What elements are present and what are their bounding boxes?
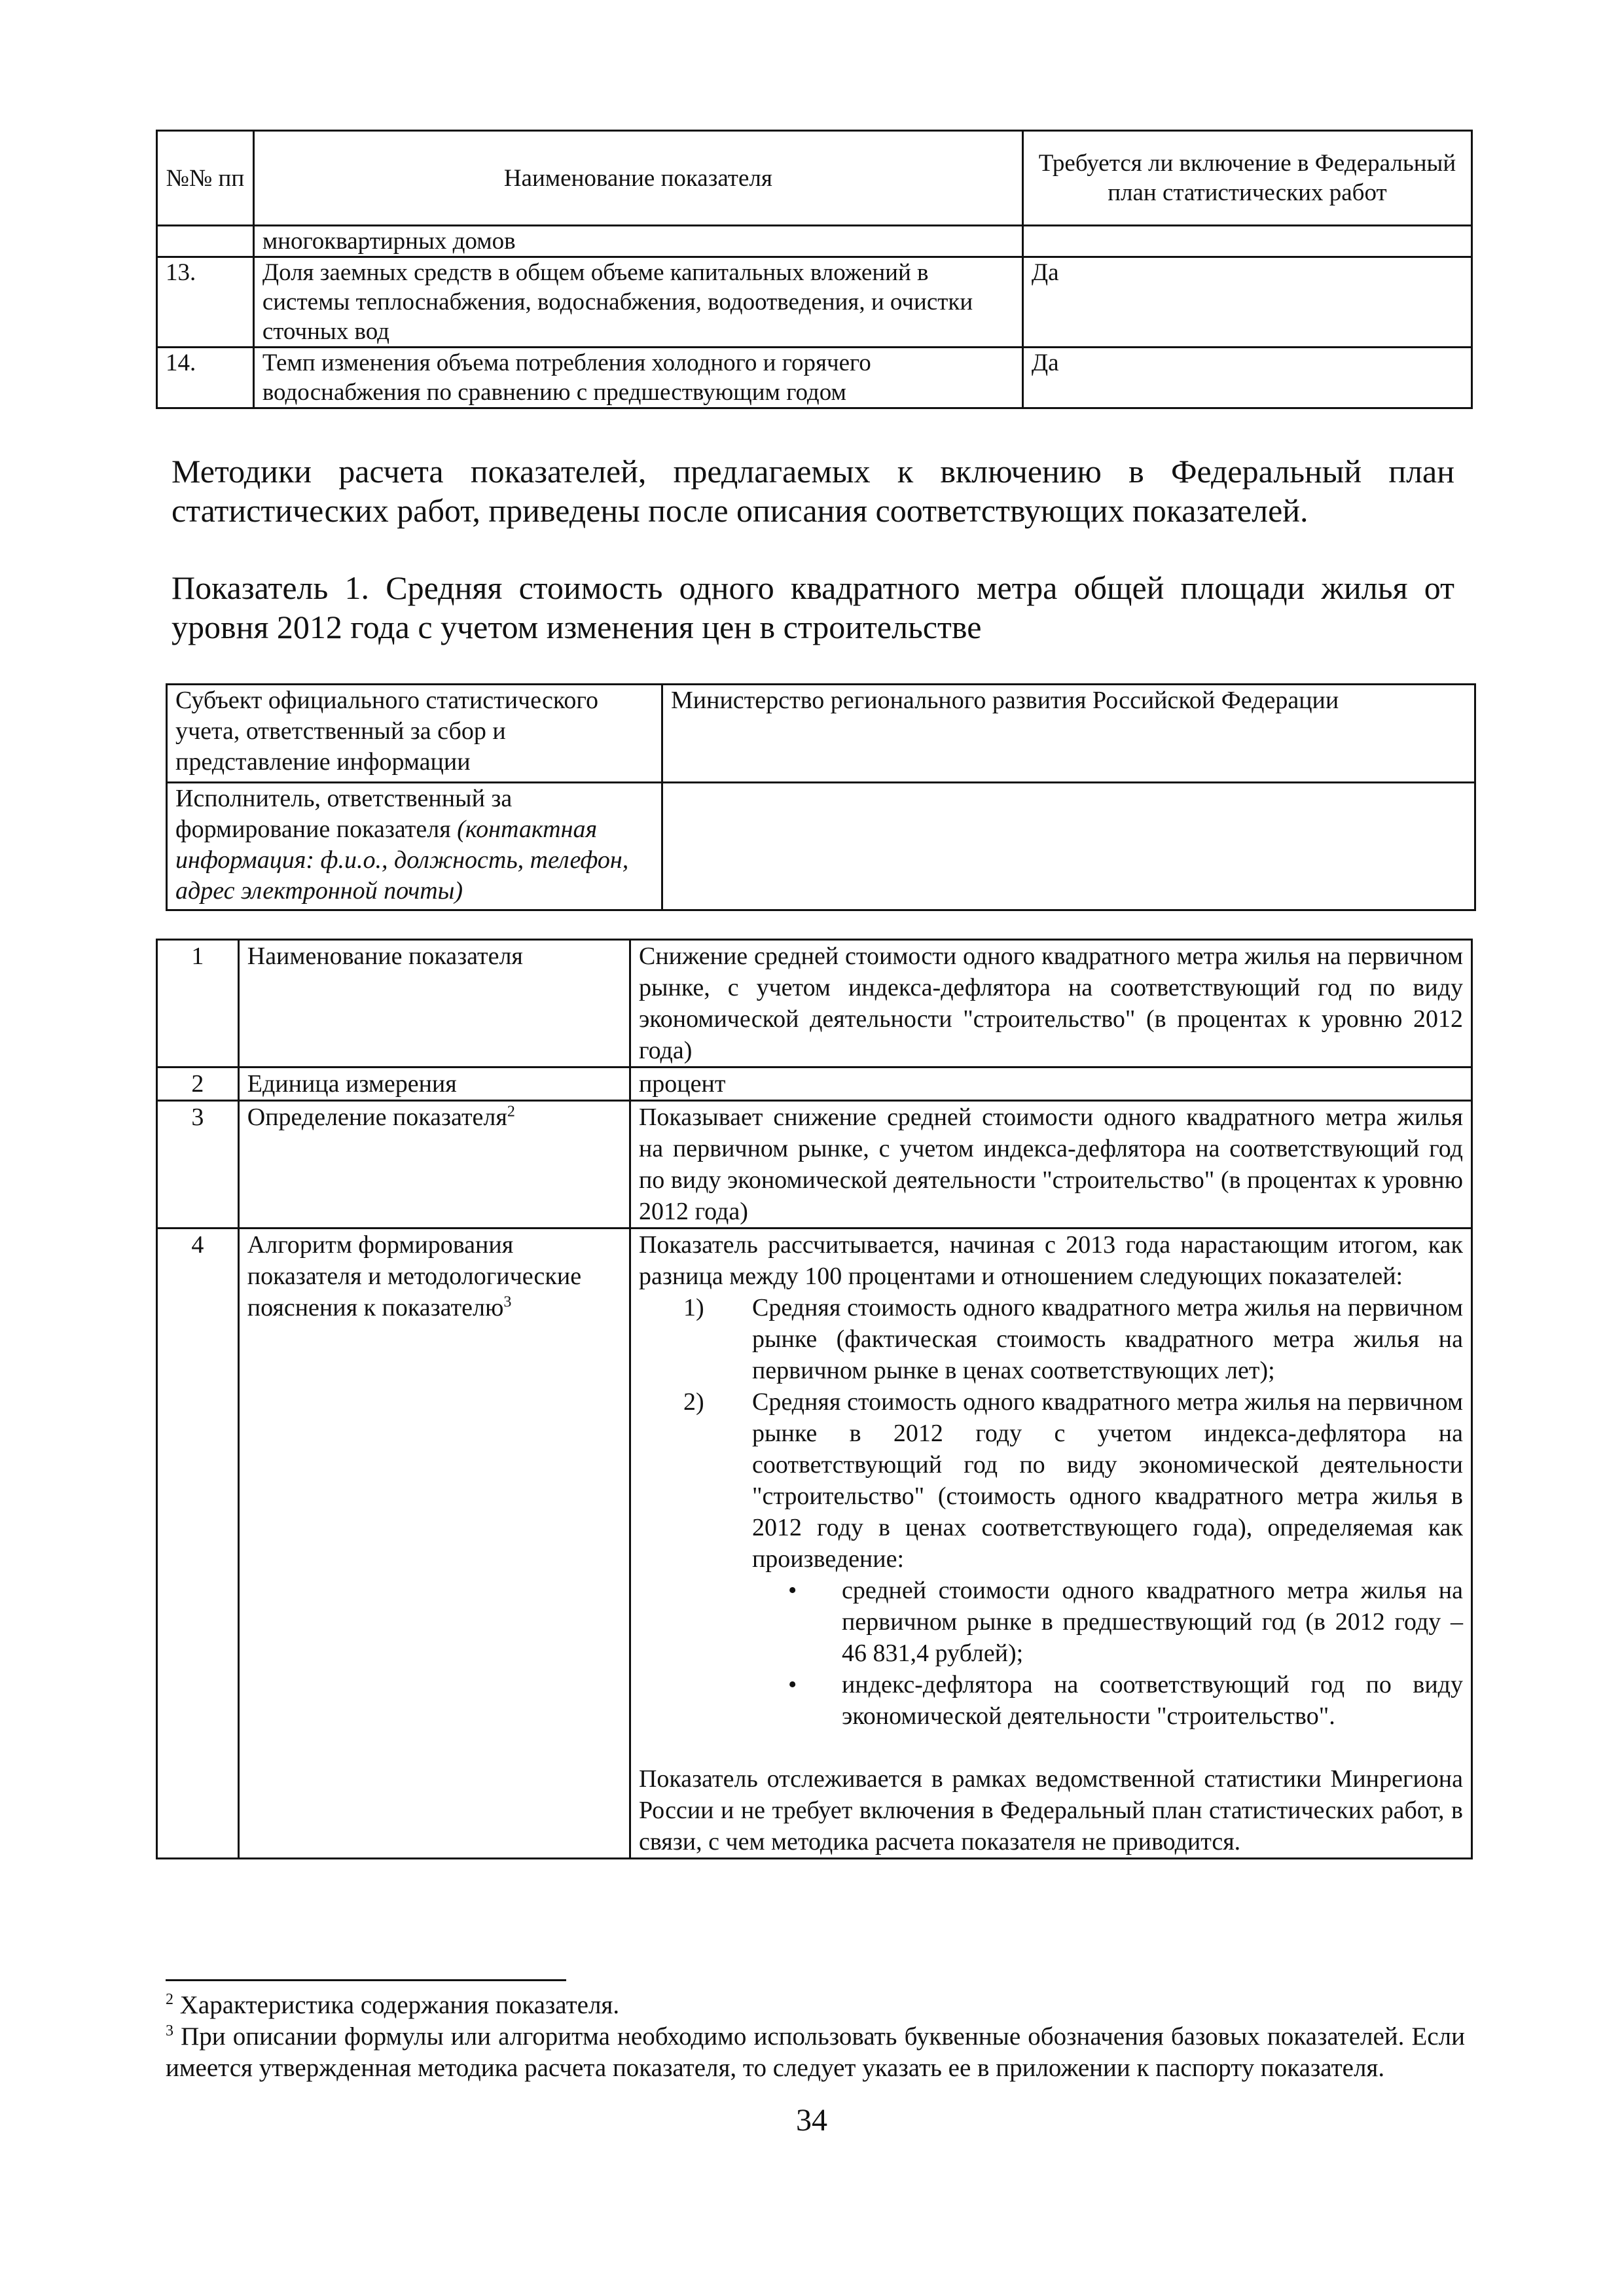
header-required: Требуется ли включение в Федеральный план статистических работ <box>1022 131 1471 226</box>
row-num: 1 <box>157 940 239 1067</box>
footnote-ref: 2 <box>507 1103 515 1121</box>
row-num: 2 <box>157 1067 239 1101</box>
bullet-icon: • <box>787 1671 797 1698</box>
algorithm-intro: Показатель рассчитывается, начиная с 2013 года нарастающим итогом, как разница между 100 процентами и отношением следующих показателей: <box>638 1231 1463 1290</box>
list-text: Средняя стоимость одного квадратного метра жилья на первичном рынке в 2012 году с учетом индекса-дефлятора на соответствующий год по виду экономической деятельности "строительство" (стоимость одного квадратного метра жилья в 2012 году в ценах соответствующего года), определяемая как произведение: <box>751 1388 1463 1573</box>
list-item <box>639 1669 1463 1732</box>
indicator-1-heading: Показатель 1. Средняя стоимость одного квадратного метра общей площади жилья от уровня 2012 года с учетом изменения цен в строительстве <box>171 569 1454 645</box>
row-value: Показывает снижение средней стоимости одного квадратного метра жилья на первичном рынке, с учетом индекса-дефлятора на соответствующий год по виду экономической деятельности "строительство" (в процентах к уровню 2012 года) <box>630 1101 1471 1229</box>
executor-label <box>167 783 662 910</box>
list-number: 1) <box>683 1294 704 1321</box>
row-label: Наименование показателя <box>238 940 630 1067</box>
row-label: Единица измерения <box>238 1067 630 1101</box>
responsibility-table <box>166 683 1476 911</box>
row-required: Да <box>1022 348 1471 408</box>
footnote-text: Характеристика содержания показателя. <box>179 1991 620 2019</box>
row-label-text: Определение показателя <box>247 1103 507 1131</box>
row-name: Темп изменения объема потребления холодного и горячего водоснабжения по сравнению с предшествующим годом <box>253 348 1022 408</box>
methods-paragraph: Методики расчета показателей, предлагаемых к включению в Федеральный план статистических работ, приведены после описания соответствующих показателей. <box>171 453 1454 529</box>
row-num: 4 <box>157 1229 239 1859</box>
row-num: 3 <box>157 1101 239 1229</box>
footnote-divider <box>166 1979 566 1981</box>
list-item <box>639 1575 1463 1669</box>
row-required: Да <box>1022 257 1471 348</box>
footnote-mark: 3 <box>166 2022 173 2039</box>
table-row <box>157 1067 1472 1101</box>
row-label <box>238 1101 630 1229</box>
subject-label: Субъект официального статистического учета, ответственный за сбор и представление информации <box>167 685 662 783</box>
table-header-row <box>157 131 1472 226</box>
bullet-icon: • <box>787 1577 797 1604</box>
footnote-ref: 3 <box>503 1293 512 1311</box>
indicator-passport-table <box>156 939 1473 1859</box>
algorithm-cell <box>630 1229 1471 1859</box>
executor-label-contact: (контактная информация: ф.и.о., должность, телефон, адрес электронной почты) <box>175 816 629 905</box>
page-number: 34 <box>796 2103 827 2138</box>
table-row <box>157 348 1472 408</box>
row-value: процент <box>630 1067 1471 1101</box>
row-name: Доля заемных средств в общем объеме капитальных вложений в системы теплоснабжения, водоснабжения, водоотведения, и очистки сточных вод <box>253 257 1022 348</box>
row-num: 14. <box>157 348 254 408</box>
list-item <box>639 1292 1463 1386</box>
table-row <box>167 783 1475 910</box>
row-value: Снижение средней стоимости одного квадратного метра жилья на первичном рынке, с учетом индекса-дефлятора на соответствующий год по виду экономической деятельности "строительство" (в процентах к уровню 2012 года) <box>630 940 1471 1067</box>
footnote-mark: 2 <box>166 1991 173 2008</box>
table-row <box>157 257 1472 348</box>
algorithm-note: Показатель отслеживается в рамках ведомственной статистики Минрегиона России и не требует включения в Федеральный план статистических работ, в связи, с чем методика расчета показателя не приводится. <box>638 1765 1463 1856</box>
row-label <box>238 1229 630 1859</box>
row-num: 13. <box>157 257 254 348</box>
executor-value <box>662 783 1475 910</box>
list-number: 2) <box>683 1388 704 1416</box>
header-num: №№ пп <box>157 131 254 226</box>
product-factors-list <box>639 1575 1463 1732</box>
row-num <box>157 226 254 257</box>
subject-value: Министерство регионального развития Российской Федерации <box>662 685 1475 783</box>
list-text: индекс-дефлятора на соответствующий год по виду экономической деятельности "строительство". <box>841 1671 1463 1730</box>
list-text: средней стоимости одного квадратного метра жилья на первичном рынке в предшествующий год (в 2012 году – 46 831,4 рублей); <box>841 1577 1463 1667</box>
row-required <box>1022 226 1471 257</box>
row-label-text: Алгоритм формирования показателя и методологические пояснения к показателю <box>247 1231 582 1321</box>
header-name: Наименование показателя <box>253 131 1022 226</box>
spacer <box>639 1732 1463 1763</box>
table-row <box>157 226 1472 257</box>
list-text: Средняя стоимость одного квадратного метра жилья на первичном рынке (фактическая стоимость квадратного метра жилья на первичном рынке в ценах соответствующих лет); <box>751 1294 1463 1384</box>
table-row <box>157 1101 1472 1229</box>
algorithm-list <box>639 1292 1463 1575</box>
list-item <box>639 1386 1463 1575</box>
indicators-table <box>156 130 1473 409</box>
footnote-2 <box>166 1990 1465 2021</box>
table-row <box>157 940 1472 1067</box>
table-row <box>167 685 1475 783</box>
row-name: многоквартирных домов <box>253 226 1022 257</box>
footnote-3 <box>166 2021 1465 2084</box>
footnote-text: При описании формулы или алгоритма необходимо использовать буквенные обозначения базовых показателей. Если имеется утвержденная методика расчета показателя, то следует указать ее в приложении к паспорту показателя. <box>166 2022 1465 2082</box>
executor-label-text: Исполнитель, ответственный за формирование показателя <box>175 785 513 843</box>
table-row <box>157 1229 1472 1859</box>
